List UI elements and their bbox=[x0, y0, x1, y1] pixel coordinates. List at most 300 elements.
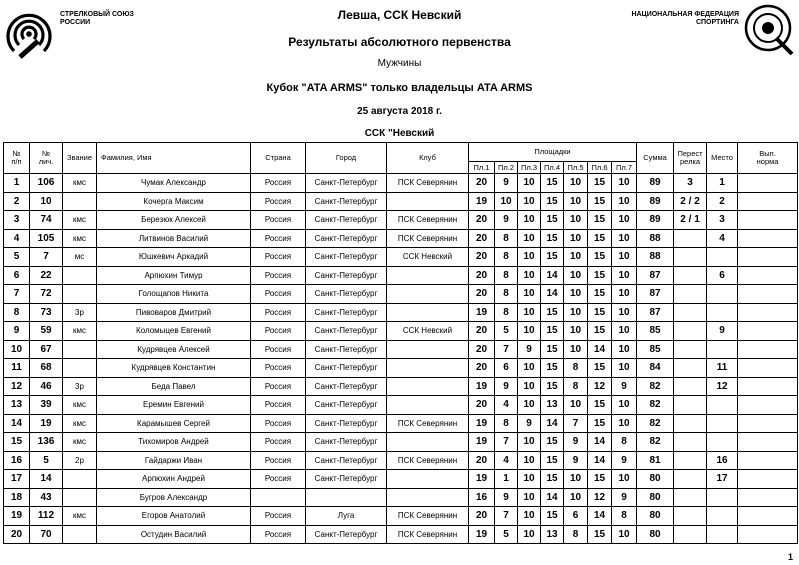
cell-range-1: 20 bbox=[469, 266, 495, 285]
cell-range-6: 14 bbox=[588, 340, 612, 359]
cell-range-1: 20 bbox=[469, 507, 495, 526]
cell-range-2: 8 bbox=[495, 229, 518, 248]
cell-range-1: 20 bbox=[469, 174, 495, 193]
cell-range-3: 10 bbox=[518, 377, 541, 396]
cell-norm bbox=[738, 211, 798, 230]
cell-range-1: 16 bbox=[469, 488, 495, 507]
cell-range-5: 10 bbox=[564, 396, 588, 415]
cell-range-2: 8 bbox=[495, 248, 518, 267]
cell-place bbox=[707, 488, 738, 507]
cell-name: Карамышев Сергей bbox=[97, 414, 251, 433]
cell-shootoff bbox=[674, 451, 707, 470]
cell-range-7: 8 bbox=[612, 507, 637, 526]
cell-license: 10 bbox=[30, 192, 63, 211]
table-row bbox=[4, 192, 798, 211]
cell-license: 14 bbox=[30, 470, 63, 489]
cell-range-5: 8 bbox=[564, 377, 588, 396]
cell-range-6: 12 bbox=[588, 377, 612, 396]
cell-shootoff: 2 / 2 bbox=[674, 192, 707, 211]
cell-club bbox=[387, 470, 469, 489]
cell-range-4: 15 bbox=[541, 340, 564, 359]
cell-n: 15 bbox=[4, 433, 30, 452]
cell-range-4: 15 bbox=[541, 174, 564, 193]
cell-range-6: 15 bbox=[588, 211, 612, 230]
col-header-range-3: Пл.3 bbox=[518, 162, 541, 174]
cell-place bbox=[707, 507, 738, 526]
cell-range-4: 15 bbox=[541, 211, 564, 230]
cell-rank: кмс bbox=[63, 433, 97, 452]
document-title: Результаты абсолютного первенства bbox=[288, 35, 511, 49]
cell-range-3: 10 bbox=[518, 359, 541, 378]
cell-range-1: 19 bbox=[469, 192, 495, 211]
cell-name: Арпюхин Тимур bbox=[97, 266, 251, 285]
cell-range-6: 15 bbox=[588, 470, 612, 489]
cell-range-6: 15 bbox=[588, 525, 612, 544]
cell-range-7: 10 bbox=[612, 174, 637, 193]
cell-n: 7 bbox=[4, 285, 30, 304]
cell-range-3: 10 bbox=[518, 266, 541, 285]
cell-n: 20 bbox=[4, 525, 30, 544]
cell-rank: 3р bbox=[63, 377, 97, 396]
cell-shootoff bbox=[674, 433, 707, 452]
cell-name: Остудин Василий bbox=[97, 525, 251, 544]
cell-license: 70 bbox=[30, 525, 63, 544]
cell-range-3: 10 bbox=[518, 192, 541, 211]
cell-rank bbox=[63, 266, 97, 285]
cell-city: Санкт-Петербург bbox=[306, 433, 387, 452]
table-row bbox=[4, 396, 798, 415]
cell-sum: 87 bbox=[637, 266, 674, 285]
table-row bbox=[4, 377, 798, 396]
cell-n: 12 bbox=[4, 377, 30, 396]
cell-name: Пивоваров Дмитрий bbox=[97, 303, 251, 322]
col-header-rank: Звание bbox=[63, 143, 97, 174]
cell-n: 10 bbox=[4, 340, 30, 359]
cell-range-3: 10 bbox=[518, 322, 541, 341]
cell-country: Россия bbox=[251, 266, 306, 285]
cell-city: Санкт-Петербург bbox=[306, 359, 387, 378]
cell-club: ПСК Северянин bbox=[387, 525, 469, 544]
cell-city: Санкт-Петербург bbox=[306, 340, 387, 359]
cell-city: Санкт-Петербург bbox=[306, 248, 387, 267]
cell-norm bbox=[738, 303, 798, 322]
cell-norm bbox=[738, 433, 798, 452]
cell-name: Бугров Александр bbox=[97, 488, 251, 507]
cell-norm bbox=[738, 414, 798, 433]
cell-license: 73 bbox=[30, 303, 63, 322]
col-header-norm: Вып. норма bbox=[738, 143, 798, 174]
cell-range-7: 10 bbox=[612, 340, 637, 359]
cell-shootoff bbox=[674, 248, 707, 267]
cell-range-5: 10 bbox=[564, 192, 588, 211]
table-row bbox=[4, 525, 798, 544]
cell-range-2: 4 bbox=[495, 396, 518, 415]
cell-range-2: 9 bbox=[495, 377, 518, 396]
cell-shootoff bbox=[674, 488, 707, 507]
event-place: ССК "Невский bbox=[364, 128, 435, 139]
cell-country: Россия bbox=[251, 359, 306, 378]
cell-rank: кмс bbox=[63, 211, 97, 230]
cell-range-4: 14 bbox=[541, 285, 564, 304]
cell-n: 9 bbox=[4, 322, 30, 341]
table-row bbox=[4, 359, 798, 378]
table-row bbox=[4, 507, 798, 526]
cell-city: Санкт-Петербург bbox=[306, 377, 387, 396]
cell-sum: 82 bbox=[637, 414, 674, 433]
cell-rank bbox=[63, 192, 97, 211]
cell-range-3: 10 bbox=[518, 229, 541, 248]
cell-country: Россия bbox=[251, 322, 306, 341]
cell-name: Юшкевич Аркадий bbox=[97, 248, 251, 267]
cell-range-5: 10 bbox=[564, 248, 588, 267]
cell-shootoff: 2 / 1 bbox=[674, 211, 707, 230]
cell-range-4: 13 bbox=[541, 396, 564, 415]
cell-range-1: 19 bbox=[469, 414, 495, 433]
cell-club bbox=[387, 266, 469, 285]
table-row bbox=[4, 433, 798, 452]
table-row bbox=[4, 229, 798, 248]
cell-shootoff bbox=[674, 525, 707, 544]
cell-country: Россия bbox=[251, 340, 306, 359]
cell-n: 1 bbox=[4, 174, 30, 193]
cell-range-3: 10 bbox=[518, 248, 541, 267]
cell-name: Еремин Евгений bbox=[97, 396, 251, 415]
cell-norm bbox=[738, 174, 798, 193]
cell-shootoff bbox=[674, 470, 707, 489]
cell-place: 12 bbox=[707, 377, 738, 396]
cell-range-7: 10 bbox=[612, 192, 637, 211]
cell-club: ПСК Северянин bbox=[387, 229, 469, 248]
cell-range-5: 10 bbox=[564, 266, 588, 285]
page-number: 1 bbox=[787, 552, 793, 562]
cell-shootoff bbox=[674, 377, 707, 396]
cell-shootoff bbox=[674, 285, 707, 304]
cell-sum: 87 bbox=[637, 285, 674, 304]
cell-n: 3 bbox=[4, 211, 30, 230]
cell-range-2: 5 bbox=[495, 525, 518, 544]
cell-rank bbox=[63, 525, 97, 544]
cell-shootoff: 3 bbox=[674, 174, 707, 193]
cell-range-6: 14 bbox=[588, 433, 612, 452]
cell-range-7: 8 bbox=[612, 433, 637, 452]
cell-license: 74 bbox=[30, 211, 63, 230]
cell-range-4: 14 bbox=[541, 488, 564, 507]
cell-name: Березюк Алексей bbox=[97, 211, 251, 230]
cell-club: ПСК Северянин bbox=[387, 211, 469, 230]
cell-range-6: 14 bbox=[588, 507, 612, 526]
cell-n: 14 bbox=[4, 414, 30, 433]
col-header-range-4: Пл.4 bbox=[541, 162, 564, 174]
cell-sum: 80 bbox=[637, 507, 674, 526]
cell-city: Санкт-Петербург bbox=[306, 322, 387, 341]
cell-n: 6 bbox=[4, 266, 30, 285]
col-header-n: № п/п bbox=[4, 143, 30, 174]
col-header-license: № лич. bbox=[30, 143, 63, 174]
cell-range-5: 8 bbox=[564, 359, 588, 378]
cell-range-5: 10 bbox=[564, 322, 588, 341]
table-row bbox=[4, 340, 798, 359]
cell-range-4: 15 bbox=[541, 248, 564, 267]
col-header-ranges: Площадки bbox=[469, 143, 637, 162]
cell-range-1: 19 bbox=[469, 303, 495, 322]
cell-shootoff bbox=[674, 303, 707, 322]
cell-name: Гайдаржи Иван bbox=[97, 451, 251, 470]
cell-range-5: 10 bbox=[564, 303, 588, 322]
cell-n: 11 bbox=[4, 359, 30, 378]
cell-range-7: 10 bbox=[612, 470, 637, 489]
cell-rank: кмс bbox=[63, 396, 97, 415]
cell-city: Санкт-Петербург bbox=[306, 414, 387, 433]
header-row bbox=[4, 143, 798, 162]
cell-shootoff bbox=[674, 229, 707, 248]
cell-range-2: 8 bbox=[495, 285, 518, 304]
cell-range-5: 10 bbox=[564, 488, 588, 507]
cell-rank bbox=[63, 285, 97, 304]
cell-range-3: 10 bbox=[518, 507, 541, 526]
cell-range-1: 19 bbox=[469, 433, 495, 452]
cell-place bbox=[707, 340, 738, 359]
cell-range-5: 10 bbox=[564, 285, 588, 304]
cell-range-3: 10 bbox=[518, 433, 541, 452]
col-header-country: Страна bbox=[251, 143, 306, 174]
cell-sum: 81 bbox=[637, 451, 674, 470]
cell-range-4: 13 bbox=[541, 525, 564, 544]
cell-range-4: 15 bbox=[541, 451, 564, 470]
cell-sum: 87 bbox=[637, 303, 674, 322]
cell-name: Тихомиров Андрей bbox=[97, 433, 251, 452]
cell-shootoff bbox=[674, 359, 707, 378]
col-header-range-2: Пл.2 bbox=[495, 162, 518, 174]
cell-range-7: 10 bbox=[612, 285, 637, 304]
cell-country: Россия bbox=[251, 377, 306, 396]
cell-sum: 85 bbox=[637, 322, 674, 341]
cell-name: Чумак Александр bbox=[97, 174, 251, 193]
cell-range-1: 20 bbox=[469, 340, 495, 359]
cell-license: 19 bbox=[30, 414, 63, 433]
cell-range-5: 10 bbox=[564, 340, 588, 359]
cell-name: Кудрявцев Алексей bbox=[97, 340, 251, 359]
cell-sum: 89 bbox=[637, 192, 674, 211]
cell-country: Россия bbox=[251, 451, 306, 470]
cell-range-2: 10 bbox=[495, 192, 518, 211]
cell-rank: 3р bbox=[63, 303, 97, 322]
cell-range-7: 9 bbox=[612, 488, 637, 507]
cell-name: Арпюхин Андрей bbox=[97, 470, 251, 489]
cell-license: 43 bbox=[30, 488, 63, 507]
cell-norm bbox=[738, 322, 798, 341]
cell-norm bbox=[738, 488, 798, 507]
cell-city: Санкт-Петербург bbox=[306, 229, 387, 248]
cell-place: 1 bbox=[707, 174, 738, 193]
cell-range-2: 7 bbox=[495, 507, 518, 526]
cell-range-5: 10 bbox=[564, 174, 588, 193]
cell-name: Беда Павел bbox=[97, 377, 251, 396]
cell-range-7: 9 bbox=[612, 377, 637, 396]
cell-place: 3 bbox=[707, 211, 738, 230]
cell-place bbox=[707, 414, 738, 433]
cell-range-5: 10 bbox=[564, 211, 588, 230]
table-row bbox=[4, 414, 798, 433]
cell-range-3: 9 bbox=[518, 340, 541, 359]
cell-place bbox=[707, 525, 738, 544]
cell-license: 5 bbox=[30, 451, 63, 470]
table-row bbox=[4, 488, 798, 507]
cell-country: Россия bbox=[251, 192, 306, 211]
cell-license: 112 bbox=[30, 507, 63, 526]
cell-club: ССК Невский bbox=[387, 248, 469, 267]
cell-n: 5 bbox=[4, 248, 30, 267]
results-body bbox=[4, 174, 798, 544]
cell-range-6: 15 bbox=[588, 192, 612, 211]
cell-rank: кмс bbox=[63, 414, 97, 433]
cell-range-2: 5 bbox=[495, 322, 518, 341]
cell-range-7: 10 bbox=[612, 266, 637, 285]
cell-license: 105 bbox=[30, 229, 63, 248]
cell-range-3: 10 bbox=[518, 488, 541, 507]
cell-range-3: 9 bbox=[518, 414, 541, 433]
table-row bbox=[4, 303, 798, 322]
cell-range-6: 15 bbox=[588, 266, 612, 285]
cell-sum: 82 bbox=[637, 396, 674, 415]
cell-range-2: 9 bbox=[495, 488, 518, 507]
cell-name: Литвинов Василий bbox=[97, 229, 251, 248]
cell-license: 136 bbox=[30, 433, 63, 452]
cell-city: Санкт-Петербург bbox=[306, 396, 387, 415]
cell-norm bbox=[738, 470, 798, 489]
cell-sum: 88 bbox=[637, 229, 674, 248]
cell-rank: кмс bbox=[63, 174, 97, 193]
cell-range-6: 14 bbox=[588, 451, 612, 470]
cell-club: ПСК Северянин bbox=[387, 507, 469, 526]
cell-place: 11 bbox=[707, 359, 738, 378]
cell-range-3: 10 bbox=[518, 470, 541, 489]
cell-license: 39 bbox=[30, 396, 63, 415]
cell-rank bbox=[63, 359, 97, 378]
cell-rank: 2р bbox=[63, 451, 97, 470]
cell-place bbox=[707, 396, 738, 415]
col-header-club: Клуб bbox=[387, 143, 469, 174]
cell-range-4: 15 bbox=[541, 192, 564, 211]
cell-country bbox=[251, 488, 306, 507]
col-header-range-7: Пл.7 bbox=[612, 162, 637, 174]
gender-category: Мужчины bbox=[377, 58, 422, 69]
cell-name: Кудрявцев Константин bbox=[97, 359, 251, 378]
cell-range-5: 7 bbox=[564, 414, 588, 433]
event-date: 25 августа 2018 г. bbox=[357, 106, 442, 117]
cell-range-1: 20 bbox=[469, 396, 495, 415]
cell-rank: кмс bbox=[63, 322, 97, 341]
cell-place bbox=[707, 285, 738, 304]
cell-country: Россия bbox=[251, 525, 306, 544]
cell-norm bbox=[738, 266, 798, 285]
cell-sum: 80 bbox=[637, 488, 674, 507]
cell-range-4: 15 bbox=[541, 359, 564, 378]
cell-city: Санкт-Петербург bbox=[306, 525, 387, 544]
cell-club bbox=[387, 340, 469, 359]
cell-place: 2 bbox=[707, 192, 738, 211]
cell-norm bbox=[738, 396, 798, 415]
org-left-line1: СТРЕЛКОВЫЙ СОЮЗ bbox=[60, 11, 134, 18]
cell-range-3: 10 bbox=[518, 285, 541, 304]
cell-range-2: 6 bbox=[495, 359, 518, 378]
cell-city: Луга bbox=[306, 507, 387, 526]
cell-range-7: 10 bbox=[612, 322, 637, 341]
cell-range-6: 15 bbox=[588, 303, 612, 322]
cell-n: 13 bbox=[4, 396, 30, 415]
cell-license: 106 bbox=[30, 174, 63, 193]
cell-range-2: 9 bbox=[495, 211, 518, 230]
cell-norm bbox=[738, 359, 798, 378]
cell-sum: 80 bbox=[637, 470, 674, 489]
cell-range-2: 4 bbox=[495, 451, 518, 470]
cell-city: Санкт-Петербург bbox=[306, 211, 387, 230]
cell-club: ПСК Северянин bbox=[387, 451, 469, 470]
cell-range-2: 9 bbox=[495, 174, 518, 193]
cell-club: ПСК Северянин bbox=[387, 174, 469, 193]
cell-n: 2 bbox=[4, 192, 30, 211]
cell-city bbox=[306, 488, 387, 507]
cell-shootoff bbox=[674, 414, 707, 433]
cell-range-1: 19 bbox=[469, 377, 495, 396]
cell-club bbox=[387, 359, 469, 378]
org-left-line2: РОССИИ bbox=[60, 19, 91, 26]
cell-license: 46 bbox=[30, 377, 63, 396]
cell-range-7: 10 bbox=[612, 359, 637, 378]
cell-country: Россия bbox=[251, 285, 306, 304]
cell-n: 17 bbox=[4, 470, 30, 489]
cell-range-1: 20 bbox=[469, 229, 495, 248]
cell-range-4: 15 bbox=[541, 229, 564, 248]
cell-range-4: 15 bbox=[541, 322, 564, 341]
cell-norm bbox=[738, 525, 798, 544]
cell-country: Россия bbox=[251, 303, 306, 322]
cup-name: Кубок "ATA ARMS" только владельцы ATA ARMS bbox=[266, 82, 533, 94]
cell-range-5: 9 bbox=[564, 451, 588, 470]
cell-range-1: 20 bbox=[469, 451, 495, 470]
cell-rank: кмс bbox=[63, 507, 97, 526]
cell-club bbox=[387, 488, 469, 507]
cell-club: ПСК Северянин bbox=[387, 414, 469, 433]
cell-n: 4 bbox=[4, 229, 30, 248]
cell-range-3: 10 bbox=[518, 396, 541, 415]
cell-name: Голощапов Никита bbox=[97, 285, 251, 304]
cell-range-7: 10 bbox=[612, 303, 637, 322]
cell-club: ССК Невский bbox=[387, 322, 469, 341]
cell-name: Кочерга Максим bbox=[97, 192, 251, 211]
cell-range-2: 8 bbox=[495, 303, 518, 322]
cell-range-5: 6 bbox=[564, 507, 588, 526]
cell-sum: 82 bbox=[637, 377, 674, 396]
cell-city: Санкт-Петербург bbox=[306, 451, 387, 470]
cell-country: Россия bbox=[251, 414, 306, 433]
cell-sum: 84 bbox=[637, 359, 674, 378]
cell-license: 72 bbox=[30, 285, 63, 304]
cell-range-4: 15 bbox=[541, 377, 564, 396]
cell-range-4: 15 bbox=[541, 507, 564, 526]
cell-range-6: 12 bbox=[588, 488, 612, 507]
table-row bbox=[4, 285, 798, 304]
cell-club bbox=[387, 285, 469, 304]
cell-license: 7 bbox=[30, 248, 63, 267]
cell-club bbox=[387, 396, 469, 415]
cell-range-1: 20 bbox=[469, 248, 495, 267]
col-header-city: Город bbox=[306, 143, 387, 174]
cell-city: Санкт-Петербург bbox=[306, 174, 387, 193]
col-header-place: Место bbox=[707, 143, 738, 174]
results-table bbox=[3, 142, 798, 544]
table-row bbox=[4, 211, 798, 230]
table-row bbox=[4, 174, 798, 193]
